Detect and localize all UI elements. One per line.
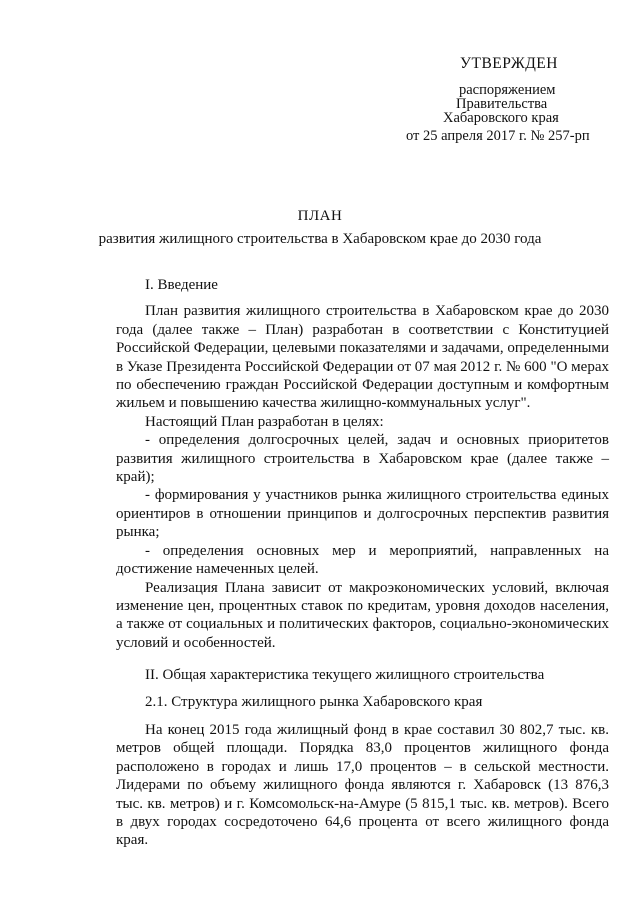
paragraph: Реализация Плана зависит от макроэкономических условий, включая изменение цен, процентных ставок по кредитам, уровня доходов населения, а также от социальных и политических факторов, социально-экономических условий и особенностей.: [116, 579, 609, 651]
paragraph: На конец 2015 года жилищный фонд в крае составил 30 802,7 тыс. кв. метров общей площади. Порядка 83,0 процентов жилищного фонда расположено в городах и лишь 17,0 процентов – в сельской местности. Лидерами по объему жилищного фонда являются г. Хабаровск (13 876,3 тыс. кв. метров) и г. Комсомольск-на-Амуре (5 815,1 тыс. кв. метров). Всего в двух городах сосредоточено 64,6 процента от всего жилищного фонда края.: [116, 721, 609, 849]
approval-line: Правительства: [456, 96, 548, 112]
subsection-heading: 2.1. Структура жилищного рынка Хабаровского края: [145, 693, 483, 710]
document-body: [116, 276, 609, 850]
approval-title: УТВЕРЖДЕН: [460, 55, 558, 72]
approval-line: Хабаровского края: [443, 110, 559, 126]
list-item: - формирования у участников рынка жилищного строительства единых ориентиров в отношении принципов и долгосрочных перспектив развития рынка;: [116, 487, 609, 541]
approval-date-number: от 25 апреля 2017 г. № 257-рп: [406, 128, 590, 144]
paragraph: Настоящий План разработан в целях:: [145, 413, 384, 430]
section-heading: I. Введение: [145, 277, 218, 293]
list-item: - определения долгосрочных целей, задач и основных приоритетов развития жилищного строительства в Хабаровском крае (далее также – край);: [116, 432, 609, 486]
document-title: ПЛАН: [297, 208, 343, 224]
list-item: - определения основных мер и мероприятий, направленных на достижение намеченных целей.: [116, 542, 609, 578]
approval-line: распоряжением: [459, 82, 556, 98]
document-title-block: [0, 208, 640, 248]
section-heading: II. Общая характеристика текущего жилищного строительства: [145, 667, 545, 684]
paragraph: План развития жилищного строительства в Хабаровском крае до 2030 года (далее также – План) разработан в соответствии с Конституцией Российской Федерации, целевыми показателями и задачами, определенными в Указе Президента Российской Федерации от 07 мая 2012 г. № 600 "О мерах по обеспечению граждан Российской Федерации доступным и комфортным жильем и повышению качества жилищно-коммунальных услуг".: [116, 303, 609, 412]
document-subtitle: развития жилищного строительства в Хабаровском крае до 2030 года: [98, 231, 542, 247]
